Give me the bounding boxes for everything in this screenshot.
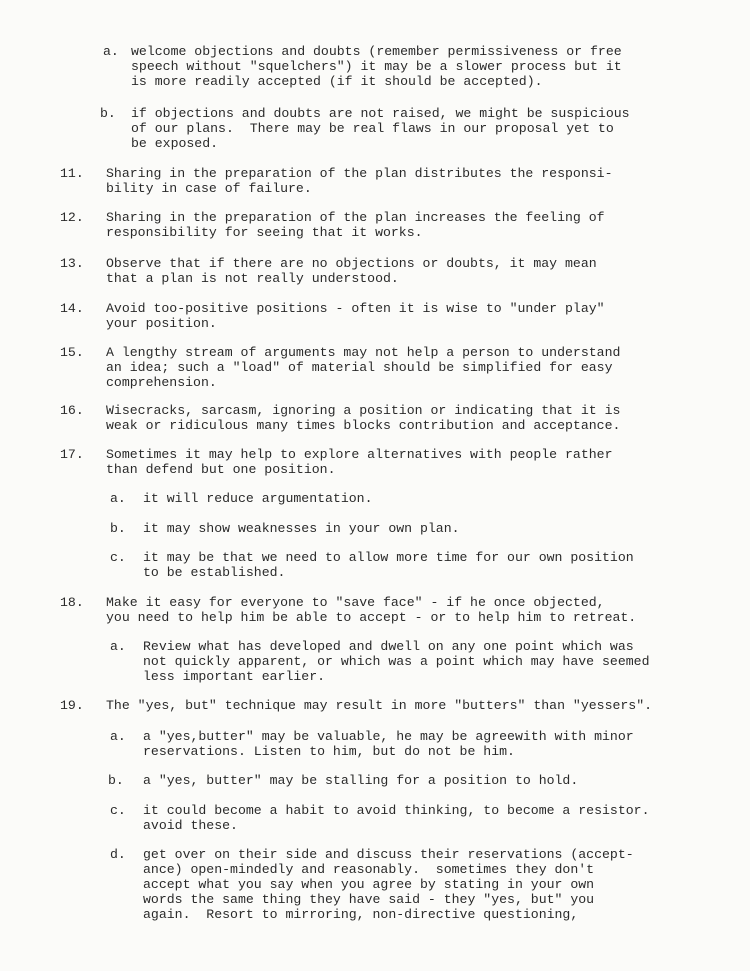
item-label: 15. bbox=[60, 345, 84, 360]
item-line: weak or ridiculous many times blocks contribution and acceptance. bbox=[106, 418, 621, 433]
list-item bbox=[0, 847, 634, 971]
item-line: get over on their side and discuss their reservations (accept- bbox=[143, 847, 634, 862]
item-line: you need to help him be able to accept - or to help him to retreat. bbox=[106, 610, 637, 625]
item-line: speech without "squelchers") it may be a slower process but it bbox=[131, 59, 622, 74]
item-label: 17. bbox=[60, 447, 84, 462]
item-line: to be established. bbox=[143, 565, 286, 580]
item-line: your position. bbox=[106, 316, 217, 331]
item-line: Wisecracks, sarcasm, ignoring a position or indicating that it is bbox=[106, 403, 621, 418]
item-line: it may show weaknesses in your own plan. bbox=[143, 521, 460, 536]
item-line: The "yes, but" technique may result in more "butters" than "yessers". bbox=[106, 698, 653, 713]
item-label: c. bbox=[110, 550, 126, 565]
item-line: avoid these. bbox=[143, 818, 238, 833]
item-line: A lengthy stream of arguments may not help a person to understand bbox=[106, 345, 621, 360]
item-line: be exposed. bbox=[131, 136, 219, 151]
item-label: a. bbox=[103, 44, 119, 59]
item-label: 16. bbox=[60, 403, 84, 418]
item-line: ance) open-mindedly and reasonably. sometimes they don't bbox=[143, 862, 595, 877]
item-line: it could become a habit to avoid thinking, to become a resistor. bbox=[143, 803, 650, 818]
item-line: Observe that if there are no objections or doubts, it may mean bbox=[106, 256, 597, 271]
item-label: 14. bbox=[60, 301, 84, 316]
item-line: Avoid too-positive positions - often it is wise to "under play" bbox=[106, 301, 605, 316]
item-line: it will reduce argumentation. bbox=[143, 491, 373, 506]
item-label: 12. bbox=[60, 210, 84, 225]
item-line: than defend but one position. bbox=[106, 462, 336, 477]
item-line: comprehension. bbox=[106, 375, 217, 390]
item-label: 13. bbox=[60, 256, 84, 271]
item-line: that a plan is not really understood. bbox=[106, 271, 399, 286]
item-label: b. bbox=[110, 521, 126, 536]
item-label: a. bbox=[110, 639, 126, 654]
item-line: it may be that we need to allow more time for our own position bbox=[143, 550, 634, 565]
item-label: b. bbox=[108, 773, 124, 788]
item-line: less important earlier. bbox=[143, 669, 326, 684]
item-line: a "yes, butter" may be stalling for a position to hold. bbox=[143, 773, 579, 788]
item-line: Sharing in the preparation of the plan distributes the responsi- bbox=[106, 166, 613, 181]
item-line: bility in case of failure. bbox=[106, 181, 312, 196]
item-line: Make it easy for everyone to "save face" - if he once objected, bbox=[106, 595, 605, 610]
item-line: responsibility for seeing that it works. bbox=[106, 225, 423, 240]
item-label: 19. bbox=[60, 698, 84, 713]
item-line: Sharing in the preparation of the plan increases the feeling of bbox=[106, 210, 605, 225]
item-label: c. bbox=[110, 803, 126, 818]
item-label: d. bbox=[110, 847, 126, 862]
item-line: words the same thing they have said - they "yes, but" you bbox=[143, 892, 595, 907]
item-line: accept what you say when you agree by stating in your own bbox=[143, 877, 595, 892]
item-label: 18. bbox=[60, 595, 84, 610]
item-label: b. bbox=[100, 106, 116, 121]
item-line: Review what has developed and dwell on any one point which was bbox=[143, 639, 634, 654]
item-label: a. bbox=[110, 491, 126, 506]
item-line: Sometimes it may help to explore alternatives with people rather bbox=[106, 447, 613, 462]
item-line: is more readily accepted (if it should be accepted). bbox=[131, 74, 543, 89]
item-label: a. bbox=[110, 729, 126, 744]
item-line: reservations. Listen to him, but do not be him. bbox=[143, 744, 515, 759]
item-line: again. Resort to mirroring, non-directive questioning, bbox=[143, 907, 579, 922]
item-label: 11. bbox=[60, 166, 84, 181]
item-line: a "yes,butter" may be valuable, he may be agreewith with minor bbox=[143, 729, 634, 744]
item-line: not quickly apparent, or which was a point which may have seemed bbox=[143, 654, 650, 669]
item-line: an idea; such a "load" of material should be simplified for easy bbox=[106, 360, 613, 375]
item-line: of our plans. There may be real flaws in our proposal yet to bbox=[131, 121, 614, 136]
item-line: if objections and doubts are not raised, we might be suspicious bbox=[131, 106, 630, 121]
item-line: welcome objections and doubts (remember permissiveness or free bbox=[131, 44, 622, 59]
